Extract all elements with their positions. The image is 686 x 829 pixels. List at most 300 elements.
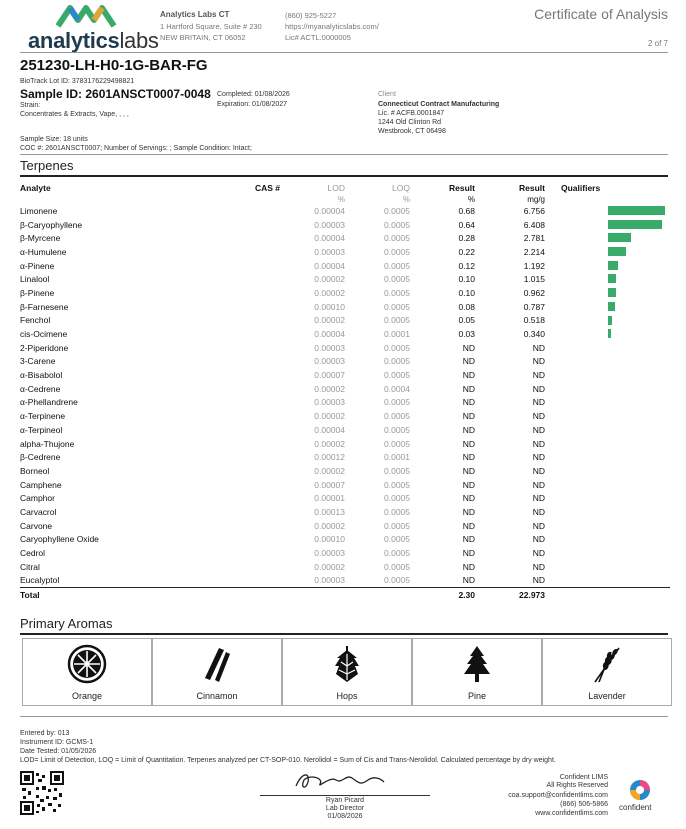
aroma-card-cinnamon — [152, 638, 282, 706]
loq-cell: 0.0005 — [384, 370, 410, 381]
qualifier-cell — [545, 464, 670, 478]
table-row — [20, 437, 670, 451]
total-label: Total — [20, 588, 240, 602]
completed-date: Completed: 01/08/2026 — [217, 91, 290, 98]
loq-cell: 0.0001 — [384, 329, 410, 340]
lims-name: Confident LIMS — [559, 774, 608, 781]
loq-cell: 0.0005 — [384, 506, 410, 517]
qualifier-cell — [545, 546, 670, 560]
table-row — [20, 450, 670, 464]
cas-cell — [240, 478, 280, 492]
terpene-bar — [608, 261, 618, 270]
client-city: Westbrook, CT 06498 — [378, 128, 446, 135]
lod-cell: 0.00003 — [314, 397, 345, 408]
result-mg-cell: ND — [532, 465, 545, 476]
result-pct-cell: ND — [462, 383, 475, 394]
cas-cell — [240, 546, 280, 560]
result-pct-cell: 0.22 — [458, 246, 475, 257]
loq-cell: 0.0005 — [384, 520, 410, 531]
analyte-cell: Linalool — [20, 274, 50, 285]
sample-category: Concentrates & Extracts, Vape, , , , — [20, 111, 129, 118]
signer-name: Ryan Picard — [325, 797, 365, 804]
result-mg-cell: ND — [532, 356, 545, 367]
result-pct-cell: ND — [462, 356, 475, 367]
analyte-cell: β-Cedrene — [20, 452, 61, 463]
result-mg-cell: 6.756 — [523, 205, 545, 216]
lod-cell: 0.00002 — [314, 274, 345, 285]
result-pct-cell: ND — [462, 424, 475, 435]
loq-cell: 0.0005 — [384, 205, 410, 216]
analyte-cell: Citral — [20, 561, 40, 572]
analyte-cell: 3-Carene — [20, 356, 56, 367]
biotrack-lot-id: BioTrack Lot ID: 3783176229498821 — [20, 78, 135, 85]
lod-cell: 0.00003 — [314, 356, 345, 367]
cas-cell — [240, 560, 280, 574]
coc-line: COC #: 2601ANSCT0007; Number of Servings: ; Sample Condition: Intact; — [20, 145, 252, 152]
lod-cell: 0.00004 — [314, 260, 345, 271]
table-row — [20, 505, 670, 519]
terpenes-section-title: Terpenes — [20, 158, 74, 173]
lod-cell: 0.00007 — [314, 370, 345, 381]
qualifier-cell — [545, 327, 670, 341]
result-pct-cell: ND — [462, 548, 475, 559]
qualifier-cell — [545, 382, 670, 396]
confident-logo-text: confident — [619, 803, 652, 812]
aroma-card-lavender — [542, 638, 672, 706]
unit-loq: % — [402, 194, 410, 204]
terpene-bar — [608, 288, 616, 297]
result-pct-cell: 0.10 — [458, 274, 475, 285]
cas-cell — [240, 355, 280, 369]
table-row — [20, 286, 670, 300]
col-result-mg: Result — [519, 183, 545, 193]
analyte-cell: Caryophyllene Oxide — [20, 534, 99, 545]
lims-phone: (866) 506-5866 — [560, 801, 608, 808]
cas-cell — [240, 396, 280, 410]
cas-cell — [240, 437, 280, 451]
lims-website[interactable]: www.confidentlims.com — [535, 810, 608, 817]
loq-cell: 0.0005 — [384, 411, 410, 422]
entered-by: Entered by: 013 — [20, 730, 70, 737]
analyte-cell: β-Caryophyllene — [20, 219, 83, 230]
lod-cell: 0.00004 — [314, 233, 345, 244]
lod-cell: 0.00010 — [314, 534, 345, 545]
lab-phone: (860) 925-5227 — [285, 11, 337, 20]
table-row — [20, 382, 670, 396]
cas-cell — [240, 574, 280, 588]
table-row — [20, 464, 670, 478]
loq-cell: 0.0005 — [384, 561, 410, 572]
loq-cell: 0.0005 — [384, 479, 410, 490]
qualifier-cell — [545, 423, 670, 437]
result-pct-cell: 0.03 — [458, 329, 475, 340]
qualifier-cell — [545, 533, 670, 547]
signer-title: Lab Director — [325, 805, 365, 812]
qualifier-cell — [545, 314, 670, 328]
section-divider — [20, 154, 668, 155]
aroma-label: Hops — [336, 691, 358, 701]
cas-cell — [240, 491, 280, 505]
analyte-cell: Cedrol — [20, 548, 46, 559]
result-pct-cell: ND — [462, 438, 475, 449]
result-mg-cell: ND — [532, 370, 545, 381]
lod-cell: 0.00002 — [314, 411, 345, 422]
result-mg-cell: ND — [532, 575, 545, 586]
cas-cell — [240, 464, 280, 478]
lod-cell: 0.00002 — [314, 561, 345, 572]
lod-cell: 0.00004 — [314, 205, 345, 216]
lab-address-1: 1 Hartford Square, Suite # 230 — [160, 22, 262, 31]
result-pct-cell: 0.05 — [458, 315, 475, 326]
aroma-label: Cinnamon — [196, 691, 238, 701]
qualifier-cell — [545, 272, 670, 286]
qualifier-cell — [545, 300, 670, 314]
footer-notes: LOD= Limit of Detection, LOQ = Limit of Quantitation. Terpenes analyzed per CT-SOP-010. Nerolidol = Sum of Cis and Trans-Nerolidol. Calculated percentage by dry weight. — [20, 757, 556, 764]
result-mg-cell: ND — [532, 424, 545, 435]
col-result-pct: Result — [449, 183, 475, 193]
aroma-label: Orange — [71, 691, 103, 701]
table-row — [20, 423, 670, 437]
analyte-cell: Camphene — [20, 479, 62, 490]
orange-slice-icon — [67, 644, 107, 684]
table-row — [20, 327, 670, 341]
table-row — [20, 341, 670, 355]
table-row — [20, 478, 670, 492]
cas-cell — [240, 272, 280, 286]
result-mg-cell: 2.781 — [523, 233, 545, 244]
cas-cell — [240, 533, 280, 547]
result-mg-cell: 0.340 — [523, 329, 545, 340]
loq-cell: 0.0005 — [384, 274, 410, 285]
analyte-cell: cis-Ocimene — [20, 329, 68, 340]
result-mg-cell: ND — [532, 411, 545, 422]
analyte-cell: α-Terpineol — [20, 424, 63, 435]
result-pct-cell: ND — [462, 370, 475, 381]
table-row — [20, 231, 670, 245]
loq-cell: 0.0005 — [384, 356, 410, 367]
result-pct-cell: 0.68 — [458, 205, 475, 216]
terpene-bar — [608, 329, 611, 338]
table-row — [20, 546, 670, 560]
qualifier-cell — [545, 355, 670, 369]
table-row — [20, 560, 670, 574]
cas-cell — [240, 519, 280, 533]
strain-label: Strain: — [20, 102, 41, 109]
result-mg-cell: ND — [532, 561, 545, 572]
cas-cell — [240, 218, 280, 232]
aromas-title-underline — [20, 633, 668, 635]
lims-email[interactable]: coa.support@confidentlims.com — [508, 792, 608, 799]
sample-size: Sample Size: 18 units — [20, 136, 88, 143]
analyte-cell: Camphor — [20, 493, 55, 504]
loq-cell: 0.0005 — [384, 438, 410, 449]
result-mg-cell: ND — [532, 493, 545, 504]
col-lod: LOD — [327, 183, 345, 193]
aroma-label: Pine — [467, 691, 486, 701]
qualifier-cell — [545, 478, 670, 492]
client-label: Client — [378, 91, 396, 98]
loq-cell: 0.0005 — [384, 287, 410, 298]
terpene-bar — [608, 206, 665, 215]
cas-cell — [240, 245, 280, 259]
analyte-cell: Carvacrol — [20, 506, 57, 517]
qualifier-cell — [545, 491, 670, 505]
aroma-label: Lavender — [588, 691, 626, 701]
analyte-cell: β-Myrcene — [20, 233, 61, 244]
cas-cell — [240, 300, 280, 314]
analyte-cell: alpha-Thujone — [20, 438, 75, 449]
loq-cell: 0.0005 — [384, 397, 410, 408]
expiration-date: Expiration: 01/08/2027 — [217, 101, 288, 108]
terpene-bar — [608, 316, 612, 325]
analyte-cell: Borneol — [20, 465, 50, 476]
lod-cell: 0.00010 — [314, 301, 345, 312]
loq-cell: 0.0005 — [384, 342, 410, 353]
cas-cell — [240, 286, 280, 300]
instrument-id: Instrument ID: GCMS-1 — [20, 739, 94, 746]
result-pct-cell: ND — [462, 411, 475, 422]
aroma-card-hops — [282, 638, 412, 706]
analyte-cell: α-Cedrene — [20, 383, 61, 394]
lab-website[interactable]: https://myanalyticslabs.com/ — [285, 22, 379, 31]
qualifier-cell — [545, 437, 670, 451]
client-street: 1244 Old Clinton Rd — [378, 119, 442, 126]
result-mg-cell: 1.192 — [523, 260, 545, 271]
cas-cell — [240, 204, 280, 218]
client-name: Connecticut Contract Manufacturing — [378, 101, 500, 108]
table-row — [20, 300, 670, 314]
cas-cell — [240, 231, 280, 245]
qualifier-cell — [545, 505, 670, 519]
analyte-cell: Limonene — [20, 205, 58, 216]
aromas-row — [20, 638, 668, 708]
aroma-card-orange — [22, 638, 152, 706]
terpenes-table-body — [20, 204, 670, 588]
lab-logo-text: analyticslabs — [28, 28, 159, 53]
result-pct-cell: 0.12 — [458, 260, 475, 271]
result-pct-cell: ND — [462, 397, 475, 408]
aroma-card-pine — [412, 638, 542, 706]
cas-cell — [240, 341, 280, 355]
table-row — [20, 245, 670, 259]
col-loq: LOQ — [392, 183, 410, 193]
footer-divider — [20, 716, 668, 717]
qualifier-cell — [545, 259, 670, 273]
analyte-cell: α-Bisabolol — [20, 370, 63, 381]
lod-cell: 0.00002 — [314, 315, 345, 326]
cas-cell — [240, 409, 280, 423]
loq-cell: 0.0005 — [384, 548, 410, 559]
loq-cell: 0.0005 — [384, 493, 410, 504]
analyte-cell: α-Phellandrene — [20, 397, 78, 408]
table-row — [20, 314, 670, 328]
unit-lod: % — [337, 194, 345, 204]
lod-cell: 0.00001 — [314, 493, 345, 504]
result-mg-cell: ND — [532, 397, 545, 408]
lod-cell: 0.00007 — [314, 479, 345, 490]
result-mg-cell: ND — [532, 506, 545, 517]
analyte-cell: α-Pinene — [20, 260, 55, 271]
result-mg-cell: ND — [532, 534, 545, 545]
col-qualifiers: Qualifiers — [561, 183, 601, 193]
result-pct-cell: 0.28 — [458, 233, 475, 244]
terpenes-table — [20, 182, 670, 602]
analyte-cell: β-Pinene — [20, 287, 55, 298]
col-analyte: Analyte — [20, 183, 51, 193]
table-row — [20, 396, 670, 410]
lod-cell: 0.00003 — [314, 246, 345, 257]
loq-cell: 0.0004 — [384, 383, 410, 394]
batch-name: 251230-LH-H0-1G-BAR-FG — [20, 57, 208, 74]
qualifier-cell — [545, 409, 670, 423]
table-row — [20, 533, 670, 547]
analyte-cell: α-Terpinene — [20, 411, 66, 422]
signature-date: 01/08/2026 — [327, 813, 363, 820]
table-row — [20, 218, 670, 232]
result-pct-cell: 0.64 — [458, 219, 475, 230]
lod-cell: 0.00003 — [314, 342, 345, 353]
loq-cell: 0.0001 — [384, 452, 410, 463]
result-pct-cell: 0.10 — [458, 287, 475, 298]
loq-cell: 0.0005 — [384, 575, 410, 586]
header-divider — [20, 52, 668, 53]
lod-cell: 0.00003 — [314, 219, 345, 230]
lab-company-name: Analytics Labs CT — [160, 10, 230, 19]
analyte-cell: β-Farnesene — [20, 301, 69, 312]
result-mg-cell: ND — [532, 383, 545, 394]
analyte-cell: α-Humulene — [20, 246, 67, 257]
table-total-row — [20, 588, 670, 602]
lod-cell: 0.00002 — [314, 383, 345, 394]
terpene-bar — [608, 233, 631, 242]
result-mg-cell: 0.962 — [523, 287, 545, 298]
loq-cell: 0.0005 — [384, 315, 410, 326]
signature-line — [260, 795, 430, 796]
cas-cell — [240, 327, 280, 341]
result-pct-cell: ND — [462, 561, 475, 572]
qualifier-cell — [545, 560, 670, 574]
qualifier-cell — [545, 231, 670, 245]
qualifier-cell — [545, 450, 670, 464]
cas-cell — [240, 368, 280, 382]
table-units-row — [20, 194, 670, 204]
result-pct-cell: ND — [462, 493, 475, 504]
lod-cell: 0.00012 — [314, 452, 345, 463]
lod-cell: 0.00002 — [314, 287, 345, 298]
result-pct-cell: ND — [462, 575, 475, 586]
table-row — [20, 272, 670, 286]
result-mg-cell: ND — [532, 548, 545, 559]
result-mg-cell: ND — [532, 479, 545, 490]
unit-result-pct: % — [467, 194, 475, 204]
terpene-bar — [608, 247, 626, 256]
result-mg-cell: 2.214 — [523, 246, 545, 257]
analyte-cell: Fenchol — [20, 315, 51, 326]
analyte-cell: 2-Piperidone — [20, 342, 69, 353]
table-row — [20, 491, 670, 505]
aromas-section-title: Primary Aromas — [20, 616, 113, 631]
lod-cell: 0.00003 — [314, 548, 345, 559]
table-row — [20, 204, 670, 218]
confident-logo-icon — [629, 779, 651, 801]
table-row — [20, 355, 670, 369]
result-pct-cell: ND — [462, 520, 475, 531]
qualifier-cell — [545, 218, 670, 232]
client-license: Lic. # ACFB.0001847 — [378, 110, 445, 117]
result-mg-cell: ND — [532, 520, 545, 531]
lod-cell: 0.00002 — [314, 438, 345, 449]
pine-tree-icon — [457, 644, 497, 684]
result-mg-cell: ND — [532, 452, 545, 463]
cas-cell — [240, 423, 280, 437]
qualifier-cell — [545, 341, 670, 355]
qualifier-cell — [545, 286, 670, 300]
lims-rights: All Rights Reserved — [546, 782, 608, 789]
analyte-cell: Eucalyptol — [20, 575, 60, 586]
result-mg-cell: ND — [532, 342, 545, 353]
terpenes-title-underline — [20, 175, 668, 177]
sample-id: Sample ID: 2601ANSCT0007-0048 — [20, 87, 211, 101]
loq-cell: 0.0005 — [384, 424, 410, 435]
cas-cell — [240, 259, 280, 273]
lod-cell: 0.00002 — [314, 465, 345, 476]
lod-cell: 0.00002 — [314, 520, 345, 531]
loq-cell: 0.0005 — [384, 301, 410, 312]
loq-cell: 0.0005 — [384, 534, 410, 545]
result-pct-cell: ND — [462, 534, 475, 545]
result-pct-cell: ND — [462, 465, 475, 476]
lod-cell: 0.00004 — [314, 424, 345, 435]
loq-cell: 0.0005 — [384, 260, 410, 271]
result-mg-cell: 0.787 — [523, 301, 545, 312]
qualifier-cell — [545, 519, 670, 533]
cas-cell — [240, 314, 280, 328]
result-pct-cell: 0.08 — [458, 301, 475, 312]
qualifier-cell — [545, 245, 670, 259]
terpene-bar — [608, 274, 616, 283]
lod-cell: 0.00013 — [314, 506, 345, 517]
cas-cell — [240, 450, 280, 464]
qr-code-icon[interactable] — [20, 771, 64, 815]
lab-address-2: NEW BRITAIN, CT 06052 — [160, 33, 246, 42]
qualifier-cell — [545, 204, 670, 218]
result-mg-cell: 0.518 — [523, 315, 545, 326]
result-pct-cell: ND — [462, 452, 475, 463]
lod-cell: 0.00004 — [314, 329, 345, 340]
table-row — [20, 368, 670, 382]
cinnamon-icon — [197, 644, 237, 684]
table-row — [20, 574, 670, 588]
hops-icon — [327, 644, 367, 684]
date-tested: Date Tested: 01/05/2026 — [20, 748, 97, 755]
col-cas: CAS # — [254, 183, 280, 193]
signature-image — [290, 768, 390, 794]
page-number: 2 of 7 — [647, 39, 668, 48]
result-pct-cell: ND — [462, 506, 475, 517]
lavender-icon — [587, 644, 627, 684]
loq-cell: 0.0005 — [384, 465, 410, 476]
cas-cell — [240, 382, 280, 396]
table-row — [20, 259, 670, 273]
lod-cell: 0.00003 — [314, 575, 345, 586]
qualifier-cell — [545, 396, 670, 410]
unit-result-mg: mg/g — [527, 194, 545, 204]
table-header-row — [20, 182, 670, 194]
table-row — [20, 519, 670, 533]
result-pct-cell: ND — [462, 342, 475, 353]
document-title: Certificate of Analysis — [534, 6, 668, 22]
lab-logo-mark — [56, 4, 118, 30]
